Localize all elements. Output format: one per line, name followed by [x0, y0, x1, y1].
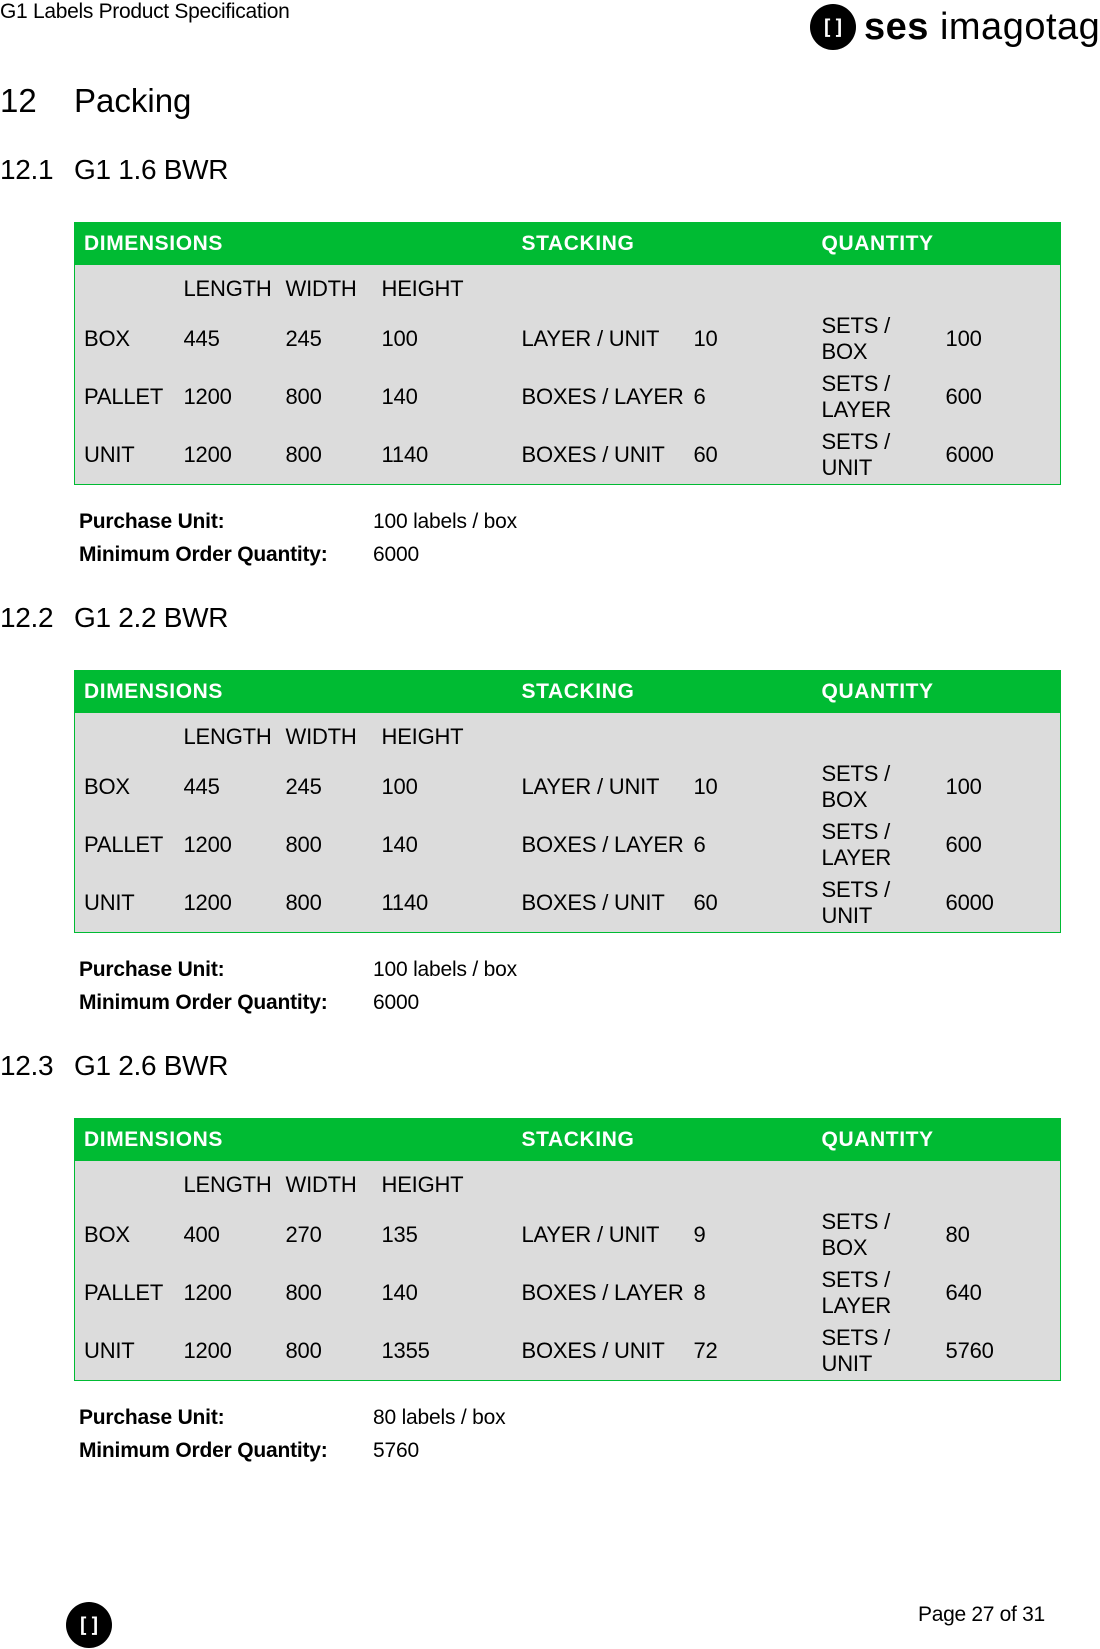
table-cell: 100 [373, 758, 513, 816]
table-cell: 8 [685, 1264, 813, 1322]
purchase-unit-value: 80 labels / box [373, 1406, 506, 1429]
table-row [75, 1322, 1061, 1381]
table-row [75, 368, 1061, 426]
table-cell [513, 713, 685, 758]
logo-mark-icon: [] [810, 4, 856, 50]
table-cell: BOX [75, 310, 175, 368]
table-cell: 640 [937, 1264, 1061, 1322]
table-cell: 6000 [937, 426, 1061, 485]
logo-wordmark-light: imagotag [928, 6, 1100, 48]
table-cell: BOXES / LAYER [513, 1264, 685, 1322]
moq-value: 5760 [373, 1439, 419, 1462]
packing-table [74, 670, 1061, 933]
table-cell: 140 [373, 368, 513, 426]
table-cell: 10 [685, 758, 813, 816]
table-cell [937, 713, 1061, 758]
table-cell [685, 713, 813, 758]
subheader-width: WIDTH [277, 265, 373, 310]
table-cell: SETS / LAYER [813, 368, 937, 426]
header-quantity: QUANTITY [813, 671, 1061, 714]
table-cell: PALLET [75, 816, 175, 874]
table-cell: UNIT [75, 426, 175, 485]
table-cell: SETS / UNIT [813, 874, 937, 933]
logo-wordmark [864, 4, 1100, 50]
table-cell: LAYER / UNIT [513, 310, 685, 368]
table-cell: LAYER / UNIT [513, 758, 685, 816]
subheader-width: WIDTH [277, 713, 373, 758]
table-header-row [75, 223, 1061, 266]
table-cell [513, 265, 685, 310]
table-cell: 9 [685, 1206, 813, 1264]
section-number: 12.2 [0, 602, 54, 633]
table-cell: 1200 [175, 816, 277, 874]
table-cell: 800 [277, 426, 373, 485]
table-cell: BOX [75, 758, 175, 816]
purchase-unit-label: Purchase Unit: [79, 958, 225, 981]
packing-table [74, 222, 1061, 485]
table-cell: 600 [937, 368, 1061, 426]
chapter-number: 12 [0, 82, 37, 119]
table-cell: 800 [277, 874, 373, 933]
purchase-unit-line [79, 953, 517, 986]
table-cell: 140 [373, 816, 513, 874]
table-row [75, 816, 1061, 874]
header-quantity: QUANTITY [813, 1119, 1061, 1162]
table-cell: SETS / UNIT [813, 426, 937, 485]
table-cell [937, 1161, 1061, 1206]
moq-label: Minimum Order Quantity: [79, 1439, 328, 1462]
table-header-row [75, 671, 1061, 714]
table-row [75, 426, 1061, 485]
purchase-unit-label: Purchase Unit: [79, 510, 225, 533]
table-cell: 72 [685, 1322, 813, 1381]
logo-wordmark-bold: ses [864, 6, 929, 48]
table-cell: 1200 [175, 1322, 277, 1381]
subheader-height: HEIGHT [373, 713, 513, 758]
purchase-unit-label: Purchase Unit: [79, 1406, 225, 1429]
table-cell [813, 713, 937, 758]
table-cell: 1200 [175, 368, 277, 426]
table-cell: 1200 [175, 874, 277, 933]
subheader-height: HEIGHT [373, 265, 513, 310]
header-quantity: QUANTITY [813, 223, 1061, 266]
table-cell: BOX [75, 1206, 175, 1264]
table-row [75, 1206, 1061, 1264]
section-heading [0, 602, 228, 634]
subheader-length: LENGTH [175, 265, 277, 310]
table-cell: 140 [373, 1264, 513, 1322]
table-cell: PALLET [75, 368, 175, 426]
table-cell: 445 [175, 758, 277, 816]
packing-table [74, 1118, 1061, 1381]
chapter-title: Packing [74, 82, 192, 119]
table-cell: 445 [175, 310, 277, 368]
header-dimensions: DIMENSIONS [75, 1119, 513, 1162]
section-title: G1 2.6 BWR [74, 1050, 229, 1081]
table-cell: SETS / BOX [813, 1206, 937, 1264]
section-title: G1 2.2 BWR [74, 602, 229, 633]
table-cell: 245 [277, 758, 373, 816]
table-cell: BOXES / LAYER [513, 368, 685, 426]
table-cell: 1200 [175, 1264, 277, 1322]
purchase-info [79, 1401, 505, 1467]
table-cell: 600 [937, 816, 1061, 874]
table-cell [937, 265, 1061, 310]
section-title: G1 1.6 BWR [74, 154, 229, 185]
table-cell: 1140 [373, 426, 513, 485]
table-header-row [75, 1119, 1061, 1162]
table-row [75, 1264, 1061, 1322]
table-cell: 400 [175, 1206, 277, 1264]
moq-line [79, 1434, 505, 1467]
table-row [75, 874, 1061, 933]
table-cell: SETS / BOX [813, 758, 937, 816]
subheader-length: LENGTH [175, 1161, 277, 1206]
table-cell: 5760 [937, 1322, 1061, 1381]
table-cell: SETS / LAYER [813, 1264, 937, 1322]
subheader-length: LENGTH [175, 713, 277, 758]
moq-label: Minimum Order Quantity: [79, 543, 328, 566]
table-cell [75, 265, 175, 310]
table-cell: 1355 [373, 1322, 513, 1381]
table-cell: 270 [277, 1206, 373, 1264]
subheader-height: HEIGHT [373, 1161, 513, 1206]
chapter-heading [0, 82, 191, 120]
table-row [75, 758, 1061, 816]
table-cell [685, 265, 813, 310]
section-number: 12.1 [0, 154, 54, 185]
table-cell [513, 1161, 685, 1206]
subheader-width: WIDTH [277, 1161, 373, 1206]
section-number: 12.3 [0, 1050, 54, 1081]
table-cell: 6 [685, 816, 813, 874]
purchase-unit-value: 100 labels / box [373, 958, 517, 981]
table-cell: 135 [373, 1206, 513, 1264]
moq-value: 6000 [373, 543, 419, 566]
table-subheader-row [75, 713, 1061, 758]
table-cell: 1200 [175, 426, 277, 485]
table-cell: BOXES / UNIT [513, 1322, 685, 1381]
table-cell: 60 [685, 874, 813, 933]
table-subheader-row [75, 265, 1061, 310]
header-stacking: STACKING [513, 671, 813, 714]
table-cell: 100 [937, 310, 1061, 368]
table-cell: 100 [937, 758, 1061, 816]
header-stacking: STACKING [513, 1119, 813, 1162]
table-cell: 245 [277, 310, 373, 368]
moq-line [79, 538, 517, 571]
table-cell [813, 265, 937, 310]
moq-label: Minimum Order Quantity: [79, 991, 328, 1014]
purchase-unit-value: 100 labels / box [373, 510, 517, 533]
table-cell: 100 [373, 310, 513, 368]
table-cell: UNIT [75, 874, 175, 933]
table-cell: 800 [277, 1264, 373, 1322]
header-stacking: STACKING [513, 223, 813, 266]
table-cell: 1140 [373, 874, 513, 933]
header-dimensions: DIMENSIONS [75, 671, 513, 714]
purchase-unit-line [79, 505, 517, 538]
purchase-info [79, 505, 517, 571]
page-number: Page 27 of 31 [918, 1603, 1045, 1626]
table-cell: SETS / UNIT [813, 1322, 937, 1381]
section-heading [0, 154, 228, 186]
moq-line [79, 986, 517, 1019]
table-cell: PALLET [75, 1264, 175, 1322]
table-cell [813, 1161, 937, 1206]
table-cell [75, 1161, 175, 1206]
table-cell [685, 1161, 813, 1206]
company-logo [810, 4, 1100, 50]
footer-logo-mark-icon: [] [66, 1602, 112, 1648]
table-cell: 800 [277, 816, 373, 874]
purchase-info [79, 953, 517, 1019]
table-cell: LAYER / UNIT [513, 1206, 685, 1264]
section-heading [0, 1050, 228, 1082]
table-cell: BOXES / LAYER [513, 816, 685, 874]
table-subheader-row [75, 1161, 1061, 1206]
purchase-unit-line [79, 1401, 505, 1434]
table-cell: 80 [937, 1206, 1061, 1264]
table-cell: 800 [277, 1322, 373, 1381]
table-cell [75, 713, 175, 758]
table-cell: 800 [277, 368, 373, 426]
table-cell: 6 [685, 368, 813, 426]
table-cell: 6000 [937, 874, 1061, 933]
table-cell: 60 [685, 426, 813, 485]
document-header-title: G1 Labels Product Specification [0, 0, 290, 23]
header-dimensions: DIMENSIONS [75, 223, 513, 266]
table-cell: SETS / BOX [813, 310, 937, 368]
table-cell: SETS / LAYER [813, 816, 937, 874]
moq-value: 6000 [373, 991, 419, 1014]
table-cell: BOXES / UNIT [513, 426, 685, 485]
table-cell: UNIT [75, 1322, 175, 1381]
table-cell: 10 [685, 310, 813, 368]
table-row [75, 310, 1061, 368]
table-cell: BOXES / UNIT [513, 874, 685, 933]
